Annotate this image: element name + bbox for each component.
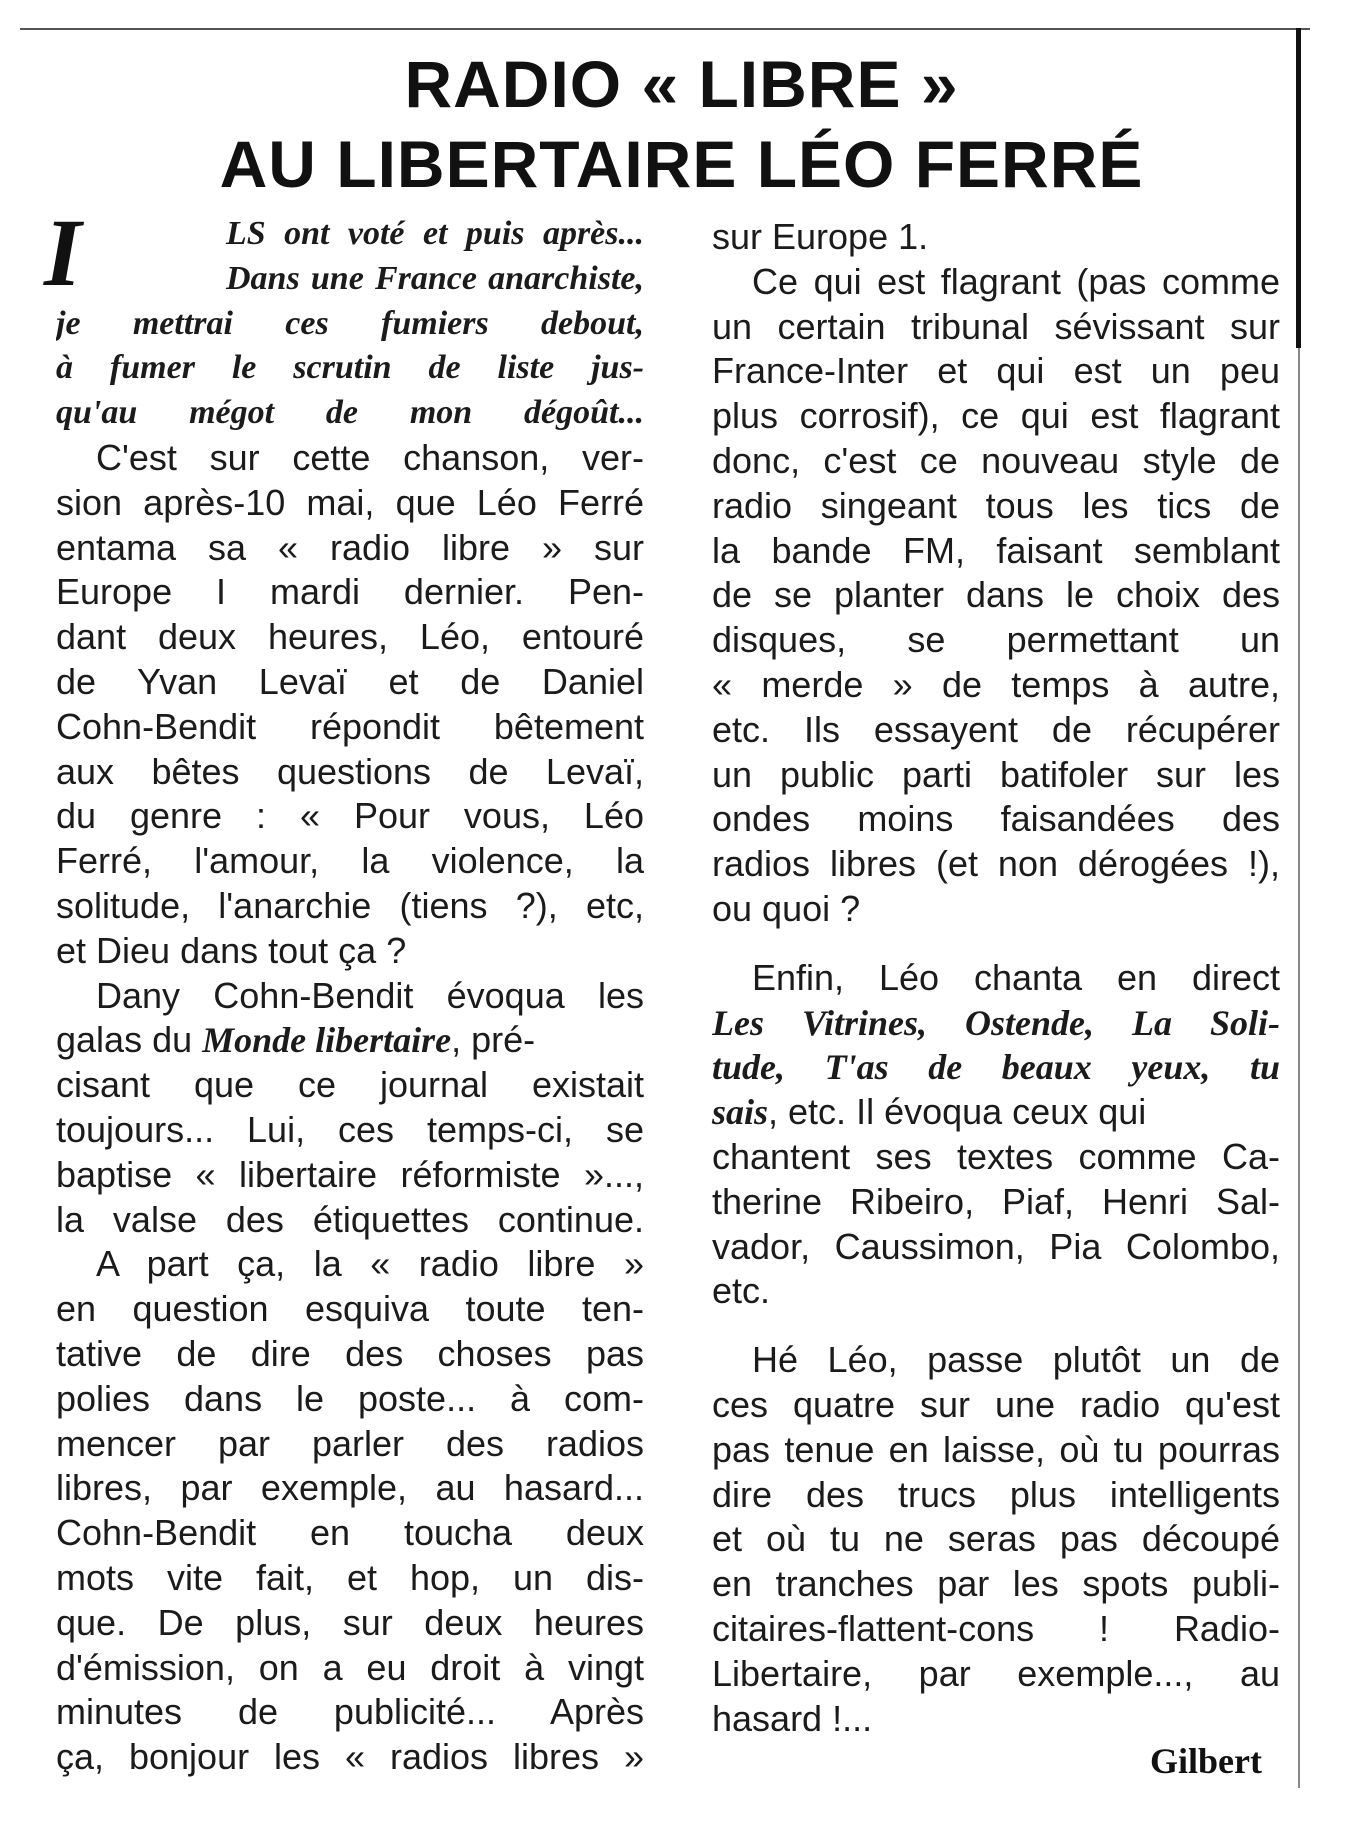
body-line: tative de dire des choses pas bbox=[56, 1332, 644, 1374]
body-line: mots vite fait, et hop, un dis- bbox=[56, 1556, 644, 1598]
body-line: A part ça, la « radio libre » bbox=[96, 1243, 644, 1285]
body-line: Cohn-Bendit en toucha deux bbox=[56, 1512, 644, 1554]
body-line: Ferré, l'amour, la violence, la bbox=[56, 840, 644, 882]
body-line: Libertaire, par exemple..., au bbox=[712, 1652, 1280, 1694]
body-text: galas du bbox=[56, 1019, 193, 1061]
italic-title-line: tude, T'as de beaux yeux, tu bbox=[712, 1047, 1280, 1088]
lead-line: je mettrai ces fumiers debout, bbox=[56, 304, 644, 342]
body-text: , pré- bbox=[451, 1019, 536, 1061]
body-line: dant deux heures, Léo, entouré bbox=[56, 616, 644, 658]
body-line-mixed bbox=[712, 1090, 1280, 1135]
right-column bbox=[712, 215, 1280, 1741]
body-line: Hé Léo, passe plutôt un de bbox=[752, 1339, 1280, 1381]
body-line: cisant que ce journal existait bbox=[56, 1064, 644, 1106]
headline-line-2: AU LIBERTAIRE LÉO FERRÉ bbox=[219, 127, 1144, 201]
lead-line: à fumer le scrutin de liste jus- bbox=[56, 349, 644, 387]
body-line: Ce qui est flagrant (pas comme bbox=[752, 260, 1280, 302]
body-line: un certain tribunal sévissant sur bbox=[712, 305, 1280, 347]
body-line: ces quatre sur une radio qu'est bbox=[712, 1383, 1280, 1425]
body-line: et Dieu dans tout ça ? bbox=[56, 929, 407, 971]
right-border-rule-thin bbox=[1298, 348, 1300, 1788]
italic-title: Monde libertaire bbox=[202, 1020, 452, 1061]
body-line: etc. bbox=[712, 1270, 771, 1312]
body-line: baptise « libertaire réformiste »..., bbox=[56, 1153, 644, 1195]
left-column bbox=[56, 212, 644, 1780]
body-line: therine Ribeiro, Piaf, Henri Sal- bbox=[712, 1180, 1280, 1222]
body-line: mencer par parler des radios bbox=[56, 1422, 644, 1464]
body-line: C'est sur cette chanson, ver- bbox=[96, 436, 644, 478]
body-line: « merde » de temps à autre, bbox=[712, 663, 1280, 705]
body-line: Europe I mardi dernier. Pen- bbox=[56, 571, 644, 613]
body-line: Dany Cohn-Bendit évoqua les bbox=[96, 974, 644, 1016]
body-line: radios libres (et non dérogées !), bbox=[712, 843, 1280, 885]
body-line: la bande FM, faisant semblant bbox=[712, 529, 1280, 571]
body-line: d'émission, on a eu droit à vingt bbox=[56, 1646, 644, 1688]
body-line: citaires-flattent-cons ! Radio- bbox=[712, 1607, 1280, 1649]
italic-title-line: Les Vitrines, Ostende, La Soli- bbox=[712, 1002, 1280, 1043]
drop-cap: I bbox=[44, 199, 82, 306]
body-line: plus corrosif), ce qui est flagrant bbox=[712, 395, 1280, 437]
lead-line: Dans une France anarchiste, bbox=[226, 259, 644, 297]
body-line: pas tenue en laisse, où tu pourras bbox=[712, 1428, 1280, 1470]
headline bbox=[0, 44, 1363, 204]
body-line: toujours... Lui, ces temps-ci, se bbox=[56, 1108, 644, 1150]
body-line: solitude, l'anarchie (tiens ?), etc, bbox=[56, 884, 644, 926]
body-line: en tranches par les spots publi- bbox=[712, 1563, 1280, 1605]
body-line: la valse des étiquettes continue. bbox=[56, 1198, 644, 1240]
body-line: ça, bonjour les « radios libres » bbox=[56, 1736, 644, 1778]
body-line: ondes moins faisandées des bbox=[712, 798, 1280, 840]
body-line: libres, par exemple, au hasard... bbox=[56, 1467, 644, 1509]
body-line: entama sa « radio libre » sur bbox=[56, 526, 644, 568]
top-rule bbox=[20, 28, 1310, 30]
body-line: et où tu ne seras pas découpé bbox=[712, 1518, 1280, 1560]
headline-line-1: RADIO « LIBRE » bbox=[404, 47, 959, 121]
body-line: hasard !... bbox=[712, 1697, 873, 1739]
body-text: , etc. Il évoqua ceux qui bbox=[768, 1091, 1147, 1133]
body-line: donc, c'est ce nouveau style de bbox=[712, 439, 1280, 481]
body-line: ou quoi ? bbox=[712, 887, 861, 929]
body-line: que. De plus, sur deux heures bbox=[56, 1601, 644, 1643]
italic-title: sais bbox=[712, 1092, 769, 1133]
body-line: du genre : « Pour vous, Léo bbox=[56, 795, 644, 837]
body-line: chantent ses textes comme Ca- bbox=[712, 1135, 1280, 1177]
body-line: etc. Ils essayent de récupérer bbox=[712, 708, 1280, 750]
body-line: sur Europe 1. bbox=[712, 216, 929, 257]
lead-line: LS ont voté et puis après... bbox=[226, 215, 644, 252]
author-signature: Gilbert bbox=[1150, 1741, 1262, 1781]
body-line: aux bêtes questions de Levaï, bbox=[56, 750, 644, 792]
body-line-mixed bbox=[56, 1018, 644, 1063]
lead-line: qu'au mégot de mon dégoût... bbox=[56, 394, 644, 432]
body-line: de se planter dans le choix des bbox=[712, 574, 1280, 616]
body-line: un public parti batifoler sur les bbox=[712, 753, 1280, 795]
body-line: France-Inter et qui est un peu bbox=[712, 350, 1280, 392]
body-line: vador, Caussimon, Pia Colombo, bbox=[712, 1225, 1280, 1267]
body-line: minutes de publicité... Après bbox=[56, 1691, 644, 1733]
body-line: en question esquiva toute ten- bbox=[56, 1288, 644, 1330]
body-line: radio singeant tous les tics de bbox=[712, 484, 1280, 526]
body-line: Enfin, Léo chanta en direct bbox=[752, 956, 1280, 998]
body-line: de Yvan Levaï et de Daniel bbox=[56, 660, 644, 702]
paragraph-gap bbox=[712, 1314, 1280, 1338]
body-line: sion après-10 mai, que Léo Ferré bbox=[56, 481, 644, 523]
body-line: Cohn-Bendit répondit bêtement bbox=[56, 705, 644, 747]
paragraph-gap bbox=[712, 932, 1280, 956]
body-line: dire des trucs plus intelligents bbox=[712, 1473, 1280, 1515]
body-line: polies dans le poste... à com- bbox=[56, 1377, 644, 1419]
body-line: disques, se permettant un bbox=[712, 619, 1280, 661]
